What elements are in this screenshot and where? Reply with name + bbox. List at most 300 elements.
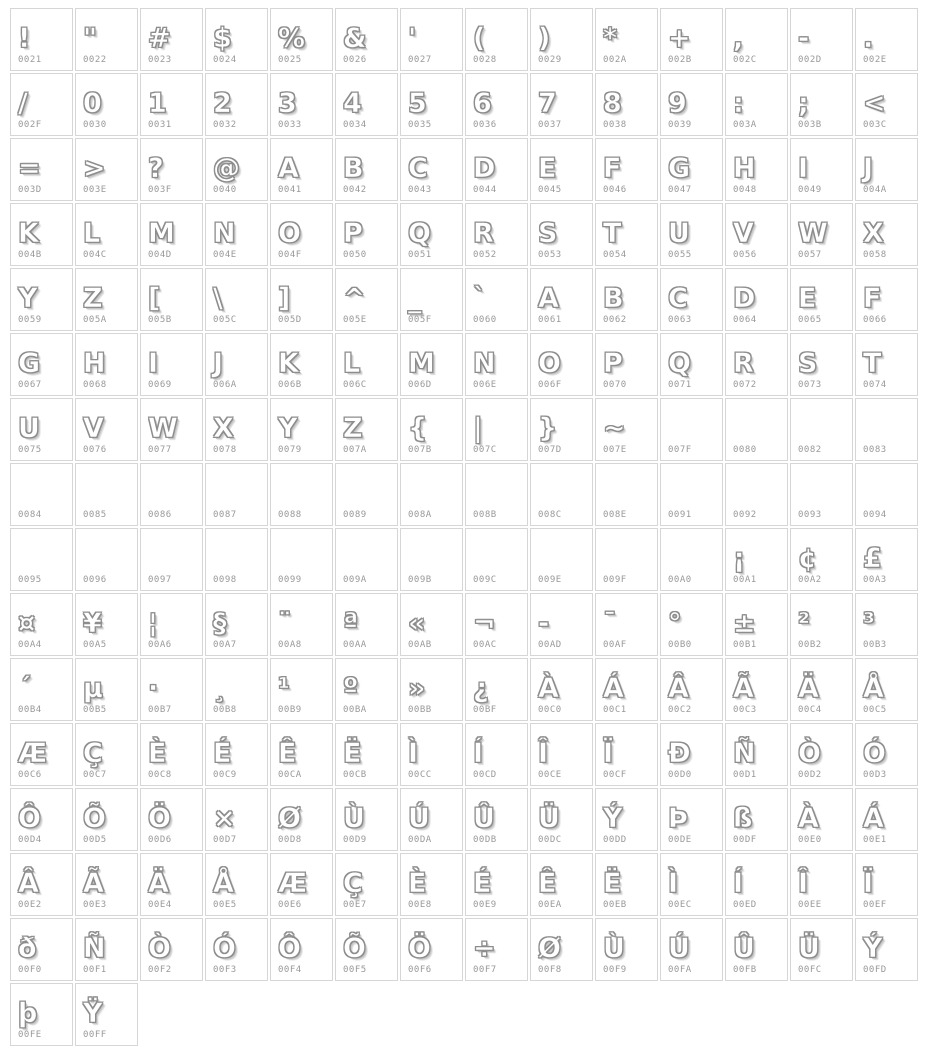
charmap-cell	[140, 788, 203, 851]
charmap-cell	[465, 918, 528, 981]
charmap-cell	[465, 723, 528, 786]
glyph-preview: <	[863, 88, 886, 119]
codepoint-label: 00DE	[668, 835, 692, 845]
glyph-preview	[733, 469, 783, 507]
glyph-preview: Í	[733, 868, 744, 899]
charmap-cell	[465, 203, 528, 266]
charmap-cell	[75, 853, 138, 916]
codepoint-label: 0030	[83, 120, 107, 130]
charmap-cell	[205, 203, 268, 266]
charmap-cell	[140, 593, 203, 656]
codepoint-label: 002F	[18, 120, 42, 130]
charmap-cell	[270, 333, 333, 396]
glyph-preview: Å	[863, 673, 884, 704]
codepoint-label: 00E8	[408, 900, 432, 910]
glyph-preview: Y	[18, 283, 38, 314]
glyph-preview: O	[538, 348, 561, 379]
glyph-preview: 3	[278, 88, 297, 119]
glyph-preview	[603, 534, 653, 572]
charmap-cell	[790, 203, 853, 266]
codepoint-label: 0032	[213, 120, 237, 130]
glyph-preview: Ÿ	[83, 998, 103, 1029]
charmap-cell	[595, 528, 658, 591]
codepoint-label: 00AF	[603, 640, 627, 650]
glyph-preview: @	[213, 153, 240, 184]
codepoint-label: 00A7	[213, 640, 237, 650]
glyph-preview: Ä	[148, 868, 169, 899]
codepoint-label: 00E0	[798, 835, 822, 845]
charmap-cell	[400, 333, 463, 396]
glyph-preview: Ò	[798, 738, 821, 769]
codepoint-label: 00E5	[213, 900, 237, 910]
glyph-preview	[213, 469, 263, 507]
charmap-cell	[270, 73, 333, 136]
charmap-cell	[530, 203, 593, 266]
glyph-preview	[83, 534, 133, 572]
codepoint-label: 0099	[278, 575, 302, 585]
charmap-cell	[335, 398, 398, 461]
codepoint-label: 00B7	[148, 705, 172, 715]
glyph-preview: À	[538, 673, 559, 704]
charmap-cell	[140, 333, 203, 396]
glyph-preview: Â	[668, 673, 689, 704]
charmap-cell	[855, 398, 918, 461]
glyph-preview: :	[733, 88, 744, 119]
glyph-preview: º	[343, 673, 359, 704]
codepoint-label: 00C0	[538, 705, 562, 715]
glyph-preview: 1	[148, 88, 167, 119]
glyph-preview: ¹	[278, 673, 290, 704]
glyph-preview: Ô	[18, 803, 41, 834]
charmap-cell	[530, 463, 593, 526]
charmap-cell	[465, 398, 528, 461]
codepoint-label: 00E6	[278, 900, 302, 910]
glyph-preview: C	[668, 283, 688, 314]
glyph-preview: Ý	[603, 803, 623, 834]
charmap-cell	[855, 658, 918, 721]
glyph-preview: R	[733, 348, 754, 379]
codepoint-label: 0035	[408, 120, 432, 130]
glyph-preview: È	[408, 868, 427, 899]
charmap-cell	[270, 723, 333, 786]
codepoint-label: 00DA	[408, 835, 432, 845]
glyph-preview: N	[473, 348, 496, 379]
charmap-cell	[205, 333, 268, 396]
charmap-cell	[595, 398, 658, 461]
codepoint-label: 00F2	[148, 965, 172, 975]
charmap-cell	[790, 788, 853, 851]
glyph-preview: %	[278, 23, 306, 54]
charmap-row	[10, 398, 930, 461]
charmap-cell	[400, 8, 463, 71]
charmap-cell	[595, 8, 658, 71]
codepoint-label: 0085	[83, 510, 107, 520]
codepoint-label: 0068	[83, 380, 107, 390]
codepoint-label: 0087	[213, 510, 237, 520]
glyph-preview: P	[343, 218, 363, 249]
codepoint-label: 00DB	[473, 835, 497, 845]
charmap-cell	[725, 788, 788, 851]
charmap-cell	[595, 723, 658, 786]
charmap-cell	[465, 788, 528, 851]
glyph-preview: µ	[83, 673, 103, 704]
glyph-preview: Ç	[83, 738, 103, 769]
codepoint-label: 0056	[733, 250, 757, 260]
glyph-preview: ´	[18, 673, 32, 704]
charmap-cell	[725, 463, 788, 526]
glyph-preview	[473, 534, 523, 572]
charmap-cell	[10, 268, 73, 331]
glyph-preview: F	[863, 283, 882, 314]
codepoint-label: 0066	[863, 315, 887, 325]
glyph-preview: A	[538, 283, 559, 314]
charmap-cell	[465, 593, 528, 656]
codepoint-label: 00A0	[668, 575, 692, 585]
codepoint-label: 008E	[603, 510, 627, 520]
codepoint-label: 0064	[733, 315, 757, 325]
charmap-cell	[335, 918, 398, 981]
glyph-preview: ;	[798, 88, 809, 119]
charmap-cell	[400, 918, 463, 981]
codepoint-label: 00D8	[278, 835, 302, 845]
charmap-cell	[530, 73, 593, 136]
codepoint-label: 00C2	[668, 705, 692, 715]
charmap-cell	[335, 593, 398, 656]
charmap-cell	[855, 593, 918, 656]
glyph-preview	[83, 469, 133, 507]
charmap-cell	[75, 268, 138, 331]
codepoint-label: 0034	[343, 120, 367, 130]
codepoint-label: 005D	[278, 315, 302, 325]
charmap-row	[10, 853, 930, 916]
charmap-cell	[790, 853, 853, 916]
charmap-cell	[400, 203, 463, 266]
charmap-cell	[855, 723, 918, 786]
charmap-cell	[140, 268, 203, 331]
charmap-row	[10, 138, 930, 201]
codepoint-label: 0033	[278, 120, 302, 130]
charmap-cell	[270, 788, 333, 851]
codepoint-label: 0057	[798, 250, 822, 260]
charmap-cell	[205, 723, 268, 786]
glyph-preview: V	[733, 218, 754, 249]
charmap-cell	[595, 73, 658, 136]
codepoint-label: 00AC	[473, 640, 497, 650]
charmap-cell	[335, 8, 398, 71]
codepoint-label: 0094	[863, 510, 887, 520]
charmap-cell	[270, 918, 333, 981]
charmap-cell	[465, 528, 528, 591]
charmap-cell	[140, 8, 203, 71]
charmap-cell	[725, 203, 788, 266]
glyph-preview: ·	[148, 673, 159, 704]
charmap-row	[10, 463, 930, 526]
glyph-preview: £	[863, 543, 882, 574]
charmap-cell	[10, 528, 73, 591]
glyph-preview: P	[603, 348, 623, 379]
charmap-cell	[530, 723, 593, 786]
codepoint-label: 0053	[538, 250, 562, 260]
codepoint-label: 00FB	[733, 965, 757, 975]
charmap-cell	[660, 8, 723, 71]
glyph-preview: ¡	[733, 543, 746, 574]
glyph-preview: Ù	[343, 803, 365, 834]
codepoint-label: 0091	[668, 510, 692, 520]
codepoint-label: 0080	[733, 445, 757, 455]
glyph-preview: ¢	[798, 543, 817, 574]
charmap-cell	[595, 268, 658, 331]
charmap-cell	[530, 398, 593, 461]
glyph-preview	[668, 404, 718, 442]
codepoint-label: 00C3	[733, 705, 757, 715]
charmap-cell	[855, 203, 918, 266]
codepoint-label: 00F7	[473, 965, 497, 975]
charmap-cell	[270, 398, 333, 461]
codepoint-label: 005A	[83, 315, 107, 325]
codepoint-label: 00DF	[733, 835, 757, 845]
glyph-preview: Æ	[18, 738, 48, 769]
codepoint-label: 007E	[603, 445, 627, 455]
codepoint-label: 009C	[473, 575, 497, 585]
charmap-cell	[75, 983, 138, 1046]
codepoint-label: 00F1	[83, 965, 107, 975]
charmap-cell	[205, 853, 268, 916]
charmap-cell	[790, 723, 853, 786]
charmap-cell	[10, 138, 73, 201]
charmap-cell	[400, 138, 463, 201]
codepoint-label: 008B	[473, 510, 497, 520]
charmap-row	[10, 528, 930, 591]
glyph-preview: =	[18, 153, 41, 184]
charmap-cell	[75, 203, 138, 266]
glyph-preview: Ä	[798, 673, 819, 704]
codepoint-label: 009A	[343, 575, 367, 585]
codepoint-label: 00C5	[863, 705, 887, 715]
glyph-preview: Ð	[668, 738, 691, 769]
codepoint-label: 003B	[798, 120, 822, 130]
codepoint-label: 002E	[863, 55, 887, 65]
charmap-cell	[335, 788, 398, 851]
charmap-cell	[790, 268, 853, 331]
charmap-cell	[855, 918, 918, 981]
charmap-cell	[725, 658, 788, 721]
codepoint-label: 0027	[408, 55, 432, 65]
codepoint-label: 00A1	[733, 575, 757, 585]
codepoint-label: 00EE	[798, 900, 822, 910]
glyph-preview: É	[473, 868, 492, 899]
codepoint-label: 002C	[733, 55, 757, 65]
charmap-cell	[855, 463, 918, 526]
glyph-preview: Ý	[863, 933, 883, 964]
charmap-cell	[855, 528, 918, 591]
charmap-cell	[75, 723, 138, 786]
glyph-preview: [	[148, 283, 161, 314]
charmap-cell	[725, 138, 788, 201]
charmap-cell	[205, 528, 268, 591]
glyph-preview: Ù	[603, 933, 625, 964]
glyph-preview: Ô	[278, 933, 301, 964]
charmap-cell	[855, 853, 918, 916]
charmap-cell	[725, 853, 788, 916]
codepoint-label: 008C	[538, 510, 562, 520]
glyph-preview: Ï	[603, 738, 614, 769]
charmap-cell	[465, 73, 528, 136]
charmap-cell	[725, 398, 788, 461]
codepoint-label: 003F	[148, 185, 172, 195]
codepoint-label: 004E	[213, 250, 237, 260]
glyph-preview: Ë	[603, 868, 622, 899]
charmap-cell	[465, 853, 528, 916]
charmap-cell	[270, 463, 333, 526]
glyph-preview: Z	[83, 283, 103, 314]
codepoint-label: 0098	[213, 575, 237, 585]
glyph-preview: G	[668, 153, 691, 184]
codepoint-label: 005B	[148, 315, 172, 325]
glyph-preview: V	[83, 413, 104, 444]
glyph-preview	[668, 534, 718, 572]
glyph-preview: Ì	[408, 738, 419, 769]
codepoint-label: 0023	[148, 55, 172, 65]
charmap-cell	[855, 138, 918, 201]
glyph-preview	[148, 534, 198, 572]
glyph-preview	[538, 534, 588, 572]
glyph-preview: &	[343, 23, 367, 54]
codepoint-label: 0031	[148, 120, 172, 130]
codepoint-label: 00E9	[473, 900, 497, 910]
glyph-preview: B	[603, 283, 624, 314]
glyph-preview: 4	[343, 88, 362, 119]
codepoint-label: 00D5	[83, 835, 107, 845]
glyph-preview	[538, 469, 588, 507]
glyph-preview: Ú	[408, 803, 430, 834]
charmap-cell	[205, 593, 268, 656]
codepoint-label: 003C	[863, 120, 887, 130]
glyph-preview: 9	[668, 88, 687, 119]
charmap-cell	[660, 853, 723, 916]
glyph-preview	[863, 404, 913, 442]
glyph-preview: /	[18, 88, 28, 119]
glyph-preview: E	[538, 153, 557, 184]
glyph-preview: $	[213, 23, 232, 54]
charmap-cell	[725, 73, 788, 136]
codepoint-label: 0093	[798, 510, 822, 520]
codepoint-label: 00EA	[538, 900, 562, 910]
codepoint-label: 0047	[668, 185, 692, 195]
glyph-preview: °	[668, 608, 682, 639]
codepoint-label: 0088	[278, 510, 302, 520]
codepoint-label: 00B3	[863, 640, 887, 650]
charmap-cell	[660, 593, 723, 656]
codepoint-label: 004C	[83, 250, 107, 260]
codepoint-label: 00B0	[668, 640, 692, 650]
codepoint-label: 00EC	[668, 900, 692, 910]
charmap-cell	[595, 788, 658, 851]
glyph-preview	[733, 404, 783, 442]
charmap-cell	[205, 138, 268, 201]
codepoint-label: 0063	[668, 315, 692, 325]
charmap-cell	[465, 463, 528, 526]
codepoint-label: 00F5	[343, 965, 367, 975]
codepoint-label: 009E	[538, 575, 562, 585]
codepoint-label: 006D	[408, 380, 432, 390]
glyph-preview: Ó	[213, 933, 236, 964]
glyph-preview	[603, 469, 653, 507]
charmap-cell	[790, 658, 853, 721]
charmap-cell	[595, 138, 658, 201]
glyph-preview: +	[668, 23, 691, 54]
codepoint-label: 00A4	[18, 640, 42, 650]
codepoint-label: 00FC	[798, 965, 822, 975]
charmap-cell	[205, 398, 268, 461]
glyph-preview: 8	[603, 88, 622, 119]
charmap-cell	[530, 593, 593, 656]
charmap-cell	[595, 203, 658, 266]
codepoint-label: 00E2	[18, 900, 42, 910]
glyph-preview: ¬	[473, 608, 496, 639]
glyph-preview: Í	[473, 738, 484, 769]
charmap-cell	[10, 463, 73, 526]
glyph-preview: ð	[18, 933, 37, 964]
codepoint-label: 0071	[668, 380, 692, 390]
codepoint-label: 00CD	[473, 770, 497, 780]
charmap-cell	[75, 463, 138, 526]
codepoint-label: 0067	[18, 380, 42, 390]
glyph-preview: F	[603, 153, 622, 184]
glyph-preview: Ï	[863, 868, 874, 899]
charmap-cell	[205, 463, 268, 526]
codepoint-label: 0073	[798, 380, 822, 390]
charmap-cell	[10, 203, 73, 266]
charmap-row	[10, 788, 930, 851]
charmap-cell	[595, 593, 658, 656]
codepoint-label: 00ED	[733, 900, 757, 910]
codepoint-label: 007A	[343, 445, 367, 455]
charmap-row	[10, 73, 930, 136]
codepoint-label: 002B	[668, 55, 692, 65]
codepoint-label: 0042	[343, 185, 367, 195]
glyph-preview: R	[473, 218, 494, 249]
charmap-cell	[270, 853, 333, 916]
glyph-preview: Q	[668, 348, 691, 379]
charmap-cell	[660, 268, 723, 331]
charmap-cell	[75, 658, 138, 721]
glyph-preview: I	[148, 348, 159, 379]
glyph-preview: ~	[603, 413, 626, 444]
charmap-cell	[10, 853, 73, 916]
charmap-cell	[140, 918, 203, 981]
codepoint-label: 00AD	[538, 640, 562, 650]
glyph-preview: T	[603, 218, 622, 249]
charmap-cell	[335, 333, 398, 396]
glyph-preview: Ø	[278, 803, 301, 834]
glyph-preview: ß	[733, 803, 753, 834]
charmap-cell	[270, 138, 333, 201]
codepoint-label: 007B	[408, 445, 432, 455]
codepoint-label: 0079	[278, 445, 302, 455]
charmap-cell	[205, 268, 268, 331]
codepoint-label: 004F	[278, 250, 302, 260]
charmap-cell	[855, 788, 918, 851]
charmap-cell	[790, 73, 853, 136]
glyph-preview: #	[148, 23, 171, 54]
glyph-preview: ¤	[18, 608, 36, 639]
charmap-cell	[10, 8, 73, 71]
glyph-preview: §	[213, 608, 227, 639]
codepoint-label: 00C6	[18, 770, 42, 780]
charmap-cell	[790, 138, 853, 201]
codepoint-label: 00A3	[863, 575, 887, 585]
codepoint-label: 00C7	[83, 770, 107, 780]
